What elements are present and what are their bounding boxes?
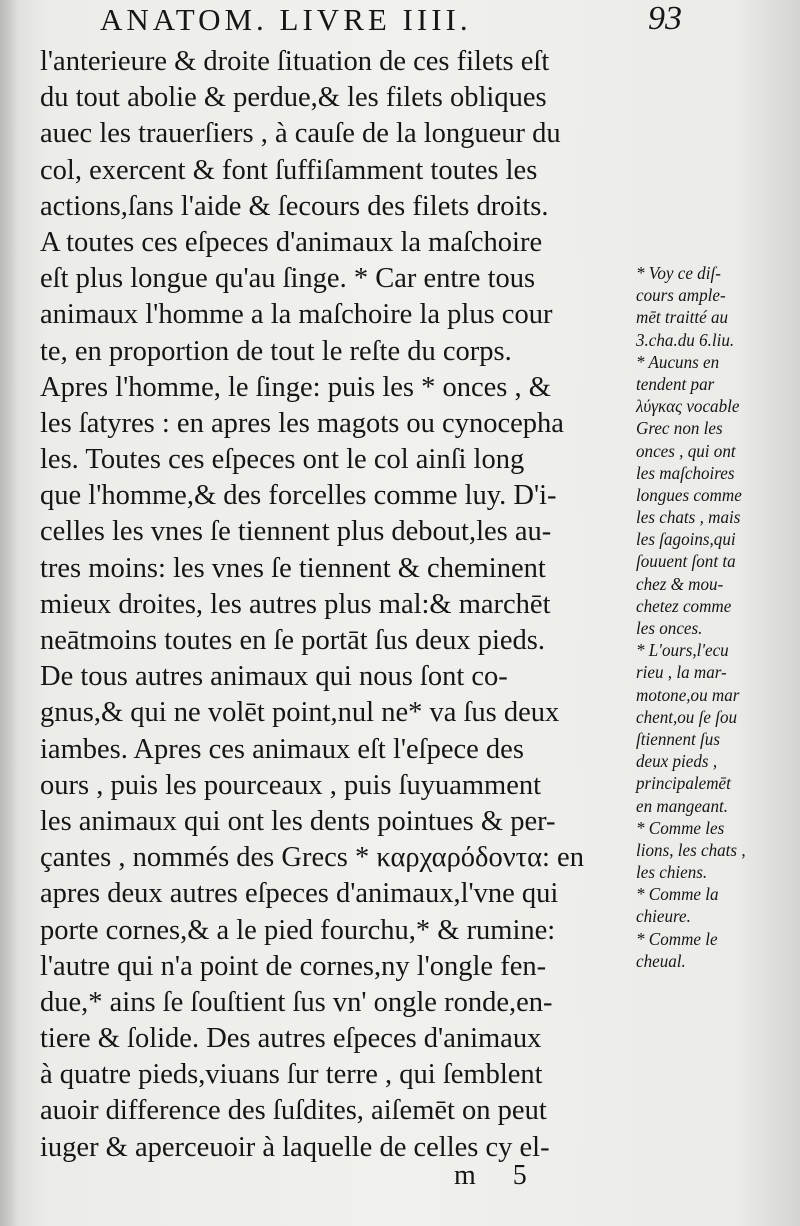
text-line: celles les vnes ſe tiennent plus debout,les au- xyxy=(40,516,552,548)
margin-note-line: deux pieds , xyxy=(636,751,718,772)
margin-note-line: onces , qui ont xyxy=(636,440,736,461)
margin-note-line: lions, les chats , xyxy=(636,839,746,860)
margin-note-line: ſtiennent ſus xyxy=(636,728,720,749)
margin-note-line: mēt traitté au xyxy=(636,307,729,328)
text-line: te, en proportion de tout le reſte du corps. xyxy=(40,335,512,367)
margin-note-line: chent,ou ſe ſou xyxy=(636,706,738,727)
text-line: auec les trauerſiers , à cauſe de la longueur du xyxy=(40,118,561,150)
text-line: apres deux autres eſpeces d'animaux,l'vne qui xyxy=(40,878,559,910)
margin-notes xyxy=(636,262,800,972)
margin-note-line: les ſagoins,qui xyxy=(636,529,736,550)
margin-note-line: en mangeant. xyxy=(636,795,729,816)
margin-note-line: * Comme les xyxy=(636,817,725,838)
text-line: animaux l'homme a la maſchoire la plus cour xyxy=(40,299,553,331)
margin-note-line: * Comme la xyxy=(636,884,719,905)
margin-note-line: les chats , mais xyxy=(636,507,741,528)
margin-note-line: * Voy ce diſ- xyxy=(636,263,721,283)
text-line: du tout abolie & perdue,& les filets obliques xyxy=(40,82,547,114)
margin-note-line: * Aucuns en xyxy=(636,351,720,372)
text-line: Apres l'homme, le ſinge: puis les * onces , & xyxy=(40,371,551,403)
text-line: porte cornes,& a le pied fourchu,* & rumine: xyxy=(40,914,556,946)
margin-note-line: les chiens. xyxy=(636,862,708,883)
text-line: De tous autres animaux qui nous ſont co- xyxy=(40,661,508,693)
margin-note-line: longues comme xyxy=(636,484,742,505)
text-line: actions,ſans l'aide & ſecours des filets droits. xyxy=(40,190,549,222)
text-line: iuger & aperceuoir à laquelle de celles cy el- xyxy=(40,1131,550,1163)
margin-note-line: les onces. xyxy=(636,618,703,638)
text-line: due,* ains ſe ſouſtient ſus vn' ongle ronde,en- xyxy=(40,986,553,1018)
margin-note-line: rieu , la mar- xyxy=(636,662,727,683)
margin-note-line: * L'ours,l'ecu xyxy=(636,640,729,661)
margin-note-line: principalemēt xyxy=(636,773,731,794)
text-line: que l'homme,& des forcelles comme luy. D'i- xyxy=(40,480,557,512)
text-line: les animaux qui ont les dents pointues & per- xyxy=(40,805,556,837)
text-line: neātmoins toutes en ſe portāt ſus deux pieds. xyxy=(40,625,545,656)
margin-note-line: ſouuent ſont ta xyxy=(636,551,736,572)
text-line: mieux droites, les autres plus mal:& marchēt xyxy=(40,588,551,620)
text-line: les ſatyres : en apres les magots ou cynocepha xyxy=(40,407,564,439)
margin-note-line: * Comme le xyxy=(636,928,718,949)
text-line: tres moins: les vnes ſe tiennent & cheminent xyxy=(40,552,546,584)
text-line: çantes , nommés des Grecs * καρχαρόδοντα: en xyxy=(40,842,584,874)
signature-mark: m 5 xyxy=(454,1160,527,1191)
margin-note-line: cheual. xyxy=(636,950,686,971)
text-line: à quatre pieds,viuans ſur terre , qui ſemblent xyxy=(40,1059,543,1091)
margin-note-line: chetez comme xyxy=(636,595,732,616)
running-title: ANATOM. LIVRE IIII. xyxy=(100,2,472,37)
page-number: 93 xyxy=(648,0,682,37)
margin-note-line: 3.cha.du 6.liu. xyxy=(636,329,735,350)
text-line: l'anterieure & droite ſituation de ces filets eſt xyxy=(40,46,550,77)
margin-note-line: cours ample- xyxy=(636,285,726,306)
main-text-block xyxy=(40,44,630,1166)
text-line: auoir difference des ſuſdites, aiſemēt on peut xyxy=(40,1095,547,1127)
text-line: l'autre qui n'a point de cornes,ny l'ongle fen- xyxy=(40,950,547,982)
margin-note-line: tendent par xyxy=(636,373,715,394)
text-line: iambes. Apres ces animaux eſt l'eſpece des xyxy=(40,733,524,765)
text-line: tiere & ſolide. Des autres eſpeces d'animaux xyxy=(40,1023,542,1055)
margin-note-line: les maſchoires xyxy=(636,462,735,483)
text-line: les. Toutes ces eſpeces ont le col ainſi long xyxy=(40,444,525,476)
page-gutter-shadow xyxy=(0,0,18,1226)
margin-note-line: λύγκας vocable xyxy=(636,396,740,417)
margin-note-line: motone,ou mar xyxy=(636,684,740,705)
text-line: A toutes ces eſpeces d'animaux la maſchoire xyxy=(40,226,543,258)
text-line: eſt plus longue qu'au ſinge. * Car entre tous xyxy=(40,263,536,295)
margin-note-line: chieure. xyxy=(636,906,691,927)
text-line: col, exercent & font ſuffiſamment toutes les xyxy=(40,154,538,186)
margin-note-line: chez & mou- xyxy=(636,573,724,594)
margin-note-line: Grec non les xyxy=(636,418,723,439)
text-line: ours , puis les pourceaux , puis ſuyuamment xyxy=(40,769,542,801)
text-line: gnus,& qui ne volēt point,nul ne* va ſus deux xyxy=(40,697,560,729)
